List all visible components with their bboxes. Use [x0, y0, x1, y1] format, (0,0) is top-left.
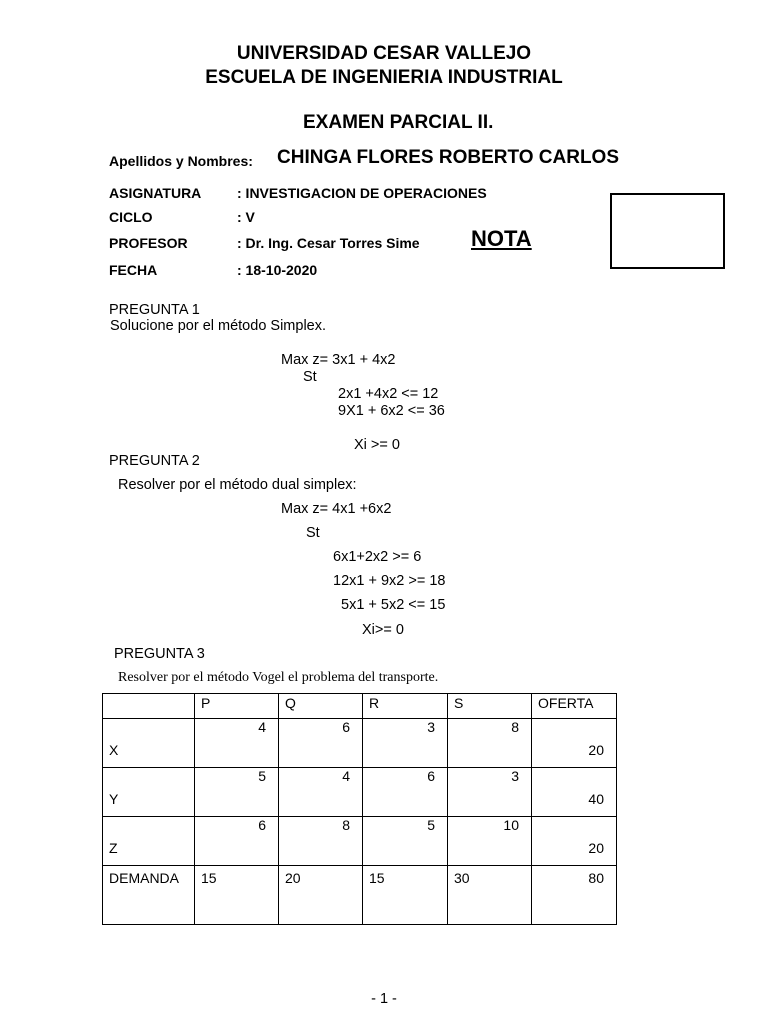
cost-cell: 6	[279, 719, 363, 768]
cost-cell: 8	[448, 719, 532, 768]
exam-title: EXAMEN PARCIAL II.	[303, 112, 494, 133]
header-cell-oferta: OFERTA	[532, 694, 617, 719]
q3-title: PREGUNTA 3	[114, 646, 205, 662]
info-value-asignatura: : INVESTIGACION DE OPERACIONES	[237, 185, 487, 201]
table-row	[103, 817, 617, 866]
header-cell-q: Q	[279, 694, 363, 719]
cost-cell: 5	[195, 768, 279, 817]
grade-box	[610, 193, 725, 269]
row-label-cell: Y	[103, 768, 195, 817]
demand-cell: 20	[279, 866, 363, 925]
university-title: UNIVERSIDAD CESAR VALLEJO	[236, 43, 532, 64]
table-row	[103, 768, 617, 817]
q2-nonneg: Xi>= 0	[362, 622, 404, 638]
table-row	[103, 719, 617, 768]
offer-cell: 20	[532, 817, 617, 866]
q1-st: St	[303, 369, 317, 385]
cost-cell: 3	[448, 768, 532, 817]
cost-cell: 5	[363, 817, 448, 866]
q1-instruction: Solucione por el método Simplex.	[110, 318, 327, 334]
cost-cell: 10	[448, 817, 532, 866]
info-value-ciclo: : V	[237, 209, 255, 225]
demand-cell: 30	[448, 866, 532, 925]
q2-constraint-3: 5x1 + 5x2 <= 15	[341, 597, 446, 613]
info-value-fecha: : 18-10-2020	[237, 262, 318, 278]
info-label-ciclo: CICLO	[109, 209, 153, 225]
table-header-row	[103, 694, 617, 719]
q1-objective: Max z= 3x1 + 4x2	[281, 352, 396, 368]
demand-cell: 15	[363, 866, 448, 925]
info-label-asignatura: ASIGNATURA	[109, 185, 202, 201]
header-cell-p: P	[195, 694, 279, 719]
cost-cell: 4	[279, 768, 363, 817]
q1-nonneg: Xi >= 0	[354, 437, 400, 453]
header-cell-s: S	[448, 694, 532, 719]
q2-title: PREGUNTA 2	[109, 453, 200, 469]
q2-st: St	[306, 525, 320, 541]
demand-label-cell: DEMANDA	[103, 866, 195, 925]
row-label-cell: X	[103, 719, 195, 768]
offer-cell: 20	[532, 719, 617, 768]
cost-cell: 3	[363, 719, 448, 768]
cost-cell: 6	[363, 768, 448, 817]
q3-instruction: Resolver por el método Vogel el problema del transporte.	[118, 670, 439, 685]
student-label: Apellidos y Nombres:	[109, 153, 253, 169]
q1-title: PREGUNTA 1	[109, 302, 200, 318]
student-name: CHINGA FLORES ROBERTO CARLOS	[277, 147, 620, 168]
info-label-fecha: FECHA	[109, 262, 158, 278]
q2-objective: Max z= 4x1 +6x2	[281, 501, 392, 517]
q2-constraint-2: 12x1 + 9x2 >= 18	[333, 573, 446, 589]
transport-table	[102, 693, 617, 925]
cost-cell: 6	[195, 817, 279, 866]
school-title: ESCUELA DE INGENIERIA INDUSTRIAL	[205, 67, 563, 88]
header-cell-empty	[103, 694, 195, 719]
q2-instruction: Resolver por el método dual simplex:	[118, 477, 357, 493]
q1-constraint-2: 9X1 + 6x2 <= 36	[338, 403, 445, 419]
info-value-profesor: : Dr. Ing. Cesar Torres Sime	[237, 235, 420, 251]
cost-cell: 8	[279, 817, 363, 866]
offer-cell: 40	[532, 768, 617, 817]
page-number: - 1 -	[371, 991, 397, 1007]
row-label-cell: Z	[103, 817, 195, 866]
total-cell: 80	[532, 866, 617, 925]
info-label-profesor: PROFESOR	[109, 235, 188, 251]
q1-constraint-1: 2x1 +4x2 <= 12	[338, 386, 439, 402]
q2-constraint-1: 6x1+2x2 >= 6	[333, 549, 422, 565]
nota-label: NOTA	[471, 226, 532, 251]
cost-cell: 4	[195, 719, 279, 768]
header-cell-r: R	[363, 694, 448, 719]
demand-cell: 15	[195, 866, 279, 925]
demand-row	[103, 866, 617, 925]
